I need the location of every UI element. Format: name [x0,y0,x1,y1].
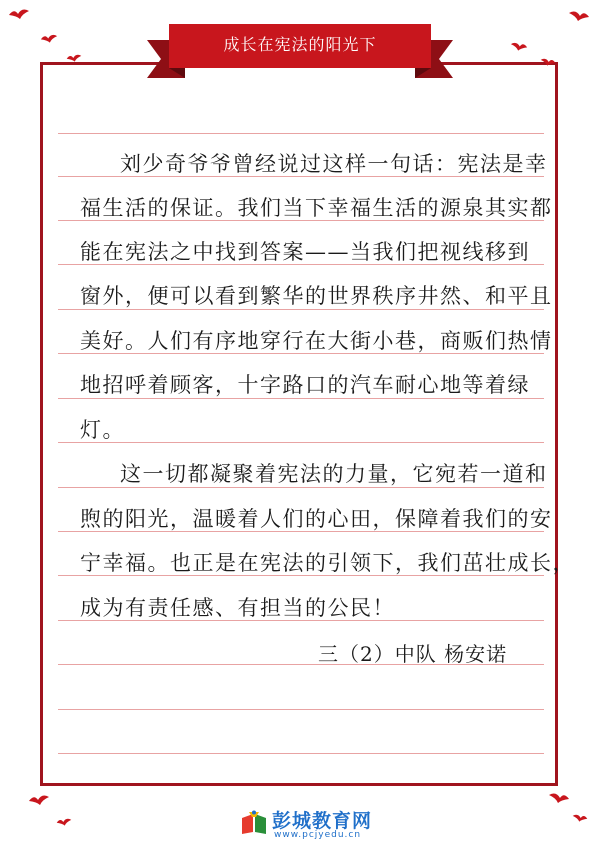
text-line: 煦的阳光，温暖着人们的心田，保障着我们的安 [80,507,553,531]
text-line: 美好。人们有序地穿行在大街小巷，商贩们热情 [80,329,553,353]
ruled-line [58,753,544,754]
text-line: 福生活的保证。我们当下幸福生活的源泉其实都 [80,196,553,220]
text-line: 这一切都凝聚着宪法的力量，它宛若一道和 [120,462,548,486]
bird-icon [28,792,50,808]
bird-icon [510,40,528,53]
ruled-line [58,709,544,710]
page-title: 成长在宪法的阳光下 [223,35,377,54]
text-line: 窗外，便可以看到繁华的世界秩序井然、和平且 [80,284,553,308]
ruled-line [58,442,544,443]
text-line: 能在宪法之中找到答案——当我们把视线移到 [80,240,530,264]
ruled-line [58,133,544,134]
title-banner [125,18,475,90]
author-signature: 三（2）中队 杨安诺 [318,642,508,666]
text-line: 灯。 [80,418,125,442]
bird-icon [8,6,30,22]
text-line: 宁幸福。也正是在宪法的引领下，我们茁壮成长， [80,551,575,575]
bird-icon [40,32,58,45]
text-line: 地招呼着顾客，十字路口的汽车耐心地等着绿 [80,373,530,397]
text-line: 刘少奇爷爷曾经说过这样一句话：宪法是幸 [120,152,548,176]
bird-icon [56,816,72,828]
bird-icon [540,56,556,68]
bird-icon [568,8,590,24]
bird-icon [66,52,82,64]
book-logo-icon [240,810,268,836]
site-logo [240,806,390,846]
bird-icon [572,812,588,824]
logo-url: www.pcjyedu.cn [274,830,362,840]
text-line: 成为有责任感、有担当的公民！ [80,596,395,620]
bird-icon [548,790,570,806]
logo-name: 彭城教育网 [272,810,373,832]
